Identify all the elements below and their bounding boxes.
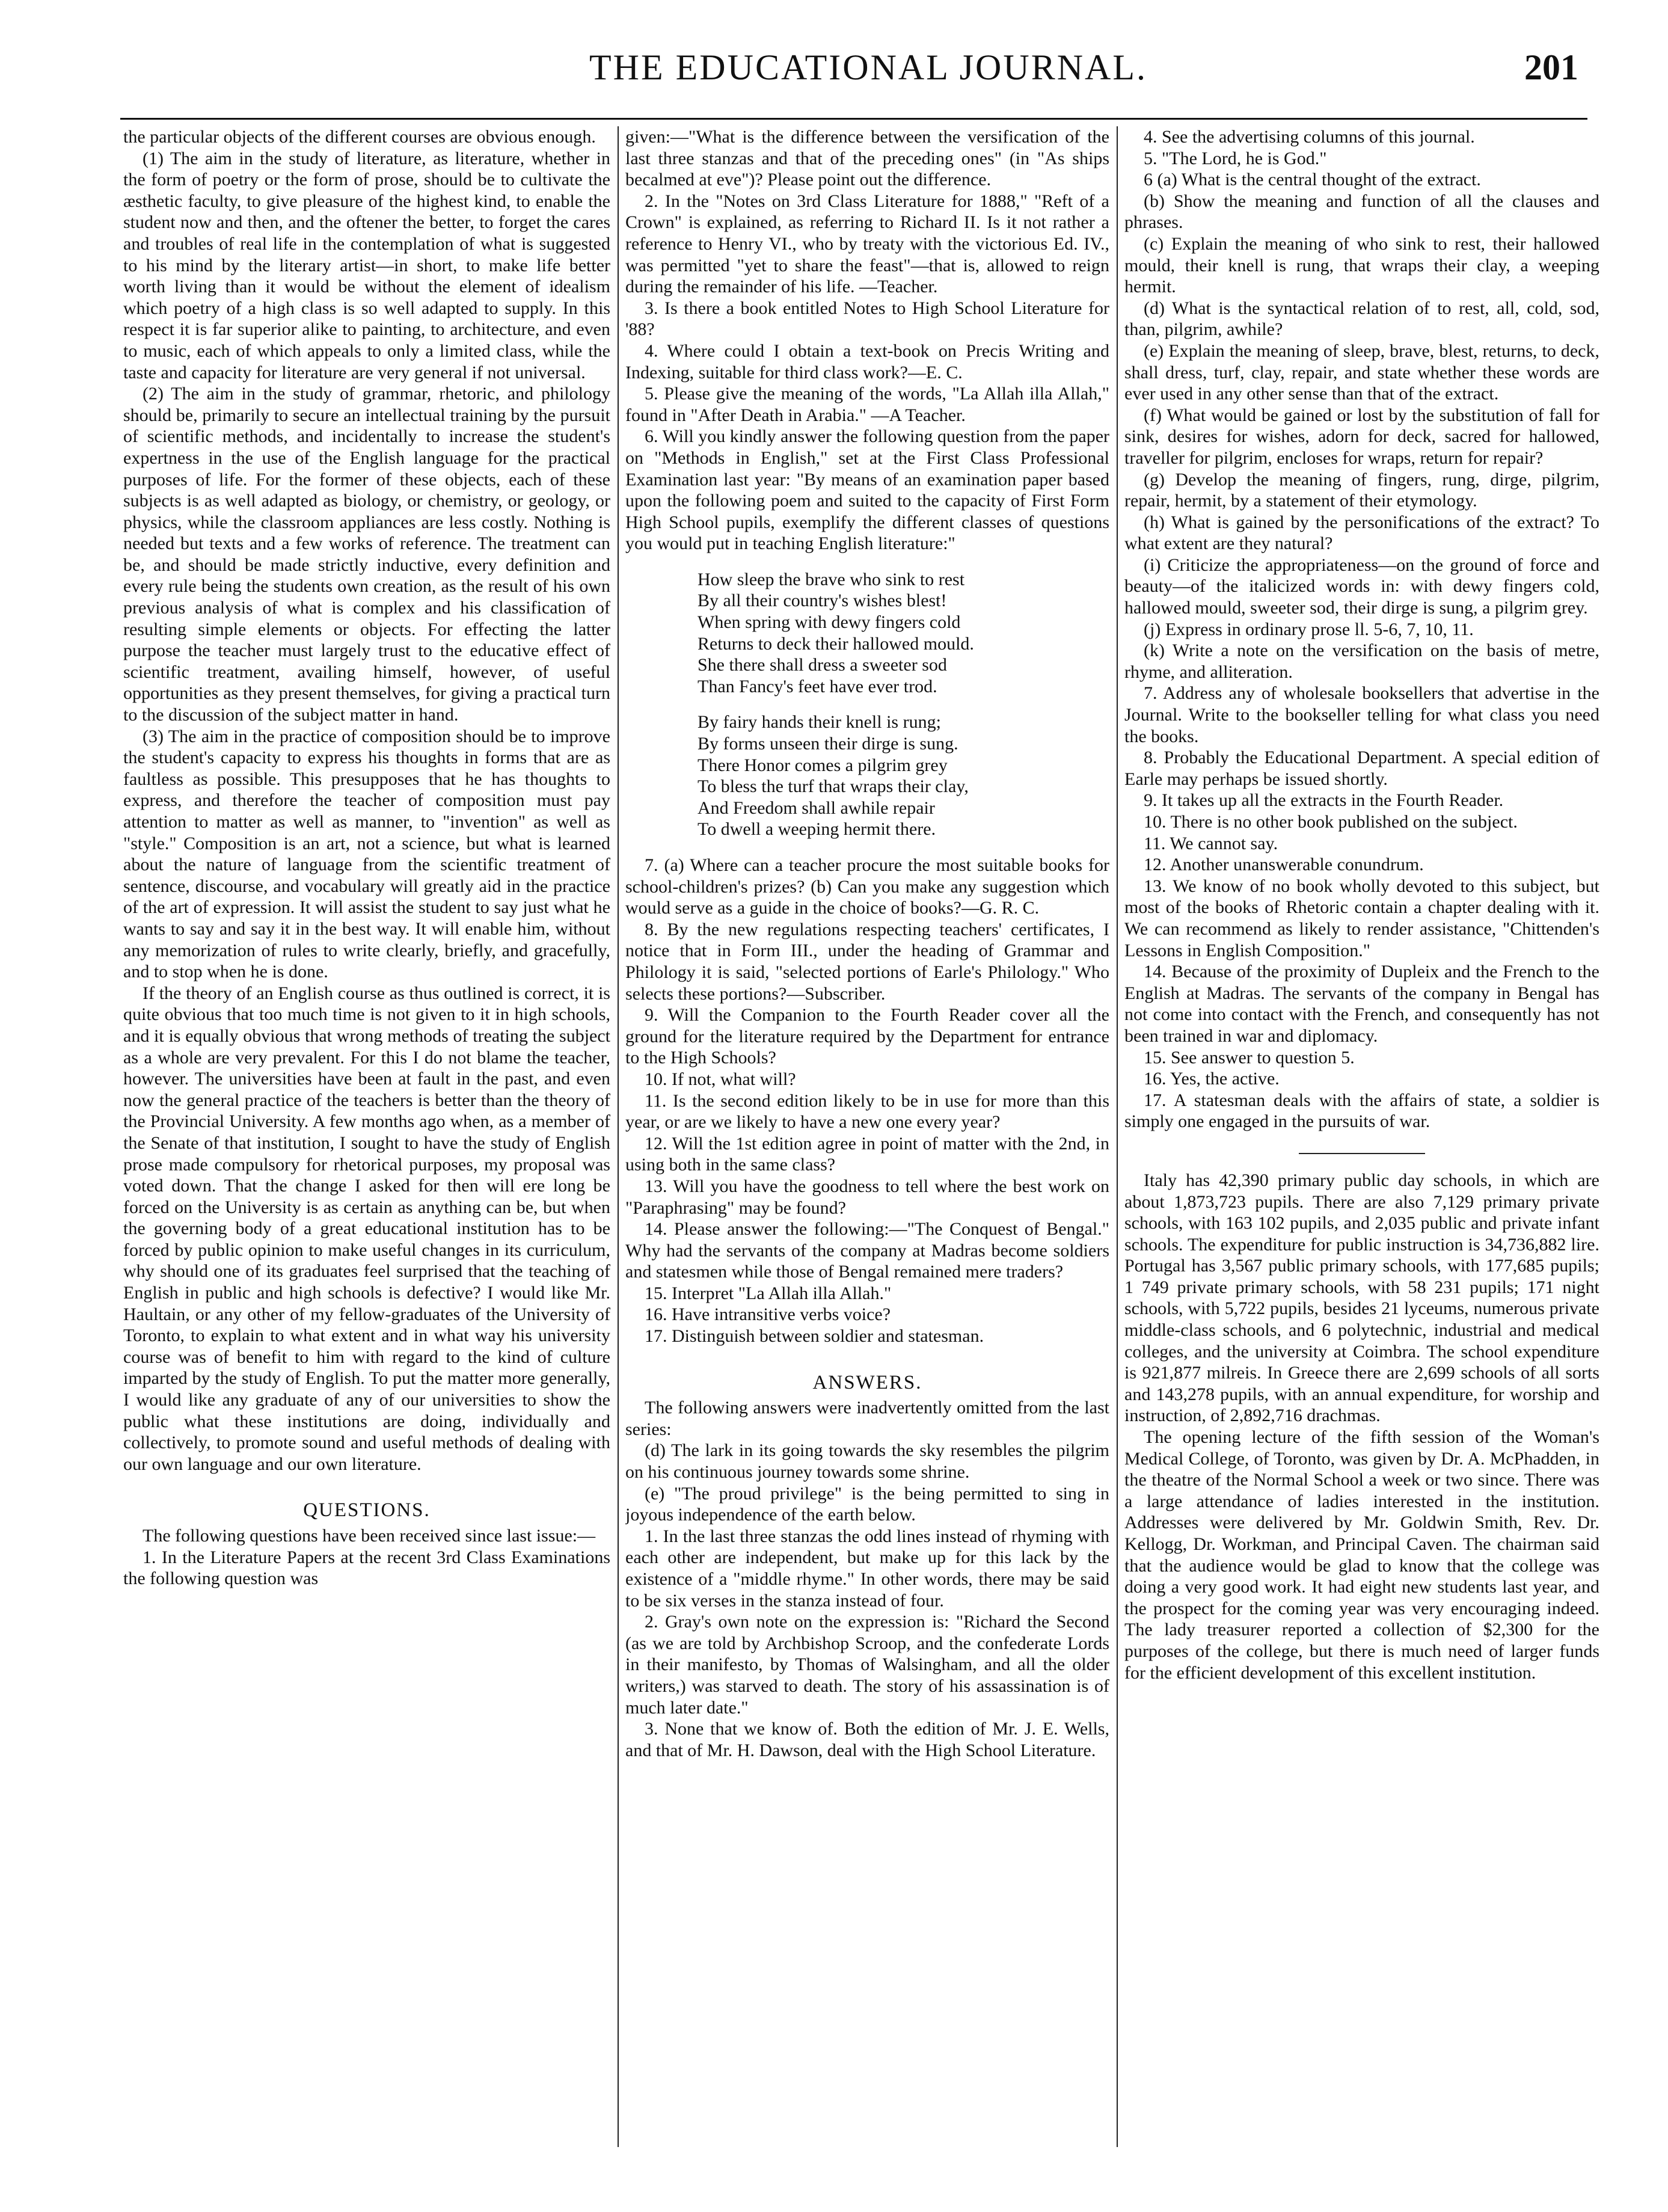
- answer-item: 12. Another unanswerable conundrum.: [1144, 855, 1424, 875]
- news-paragraph: The opening lecture of the fifth session of the Woman's Medical College, of Toronto, was given by Dr. A. McPhadden, in the theatre of the Normal School a week or two since. There was a large attendance of ladies interested in the institution. Addresses were delivered by Mr. Goldwin Smith, Rev. Dr. Kellogg, Dr. Workman, and Principal Caven. The chairman said that the audience would be glad to know that the college was doing a very good work. It had eight new students last year, and the prospect for the coming year was very encouraging indeed. The lady treasurer reported a collection of $2,300 for the purposes of the college, but there is much need of larger funds for the efficient development of this excellent institution.: [1124, 1427, 1599, 1683]
- paragraph: The following questions have been received since last issue:—: [143, 1526, 596, 1546]
- column-middle: [625, 126, 1109, 2195]
- answer-item: (j) Express in ordinary prose ll. 5-6, 7, 10, 11.: [1144, 619, 1474, 639]
- answer-item: 3. None that we know of. Both the edition of Mr. J. E. Wells, and that of Mr. H. Dawson, deal with the High School Literature.: [625, 1719, 1109, 1760]
- question-item: 2. In the "Notes on 3rd Class Literature for 1888," "Reft of a Crown" is explained, as referring to Richard II. Is it not rather a reference to Henry VI., who by treaty with the victorious Ed. IV., was permitted "yet to share the feast"—that is, allowed to reign during the remainder of his life. —Teacher.: [625, 191, 1109, 297]
- answer-item: 13. We know of no book wholly devoted to this subject, but most of the books of Rhetoric contain a chapter dealing with it. We can recommend as likely to render assistance, "Chittenden's Lessons in English Composition.": [1124, 876, 1599, 960]
- answer-item: (e) Explain the meaning of sleep, brave, blest, returns, to deck, shall dress, turf, clay, repair, and state whether these words are ever used in any other sense than that of the extract.: [1124, 340, 1599, 404]
- section-divider: [1299, 1153, 1425, 1154]
- question-item: 6. Will you kindly answer the following question from the paper on "Methods in English," set at the First Class Professional Examination last year: "By means of an examination paper based upon the following poem and suited to the capacity of First Form High School pupils, exemplify the different classes of questions you would put in teaching English literature:": [625, 426, 1109, 554]
- question-item: 15. Interpret "La Allah illa Allah.": [645, 1283, 892, 1303]
- answer-item: (k) Write a note on the versification on the basis of metre, rhyme, and alliteration.: [1124, 641, 1599, 682]
- poem-line: She there shall dress a sweeter sod: [698, 655, 947, 675]
- question-item: 16. Have intransitive verbs voice?: [645, 1304, 891, 1325]
- poem-line: By all their country's wishes blest!: [698, 591, 947, 611]
- poem-line: There Honor comes a pilgrim grey: [698, 755, 948, 775]
- question-item: 1. In the Literature Papers at the recent 3rd Class Examinations the following question was: [123, 1547, 610, 1589]
- answer-item: 7. Address any of wholesale booksellers that advertise in the Journal. Write to the bookseller telling for what class you need the books.: [1124, 683, 1599, 746]
- answer-item: 10. There is no other book published on the subject.: [1144, 812, 1518, 832]
- paragraph: (3) The aim in the practice of composition should be to improve the student's capacity to express his thoughts in forms that are as faultless as possible. This presupposes that he has thoughts to express, and therefore the teacher of composition must pay attention to matter as well as manner, to "invention" as well as "style." Composition is an art, not a science, but what is learned about the nature of language from the scientific treatment of sentence, discourse, and vocabulary will greatly aid in the practice of the art of expression. It will assist the student to say just what he wants to say and say it in the best way. It will enable him, without any memorization of rules to write clearly, briefly, and gracefully, and to stop when he is done.: [123, 726, 610, 982]
- answer-item: 2. Gray's own note on the expression is: "Richard the Second (as we are told by Archbishop Scroop, and the confederate Lords in their manifesto, by Thomas of Walsingham, and all the older writers,) was starved to death. The story of his assassination is of much later date.": [625, 1612, 1109, 1718]
- answer-item: (i) Criticize the appropriateness—on the ground of force and beauty—of the italicized words in: with dewy fingers cold, hallowed mould, sweeter sod, their dirge is sung, a pilgrim grey.: [1124, 555, 1599, 618]
- answer-item: 17. A statesman deals with the affairs of state, a soldier is simply one engaged in the pursuits of war.: [1124, 1090, 1599, 1132]
- poem-line: To dwell a weeping hermit there.: [698, 819, 936, 840]
- paragraph: (2) The aim in the study of grammar, rhetoric, and philology should be, primarily to secure an intellectual training by the pursuit of scientific methods, and incidentally to increase the student's expertness in the use of the English language for the practical purposes of life. For the former of these objects, each of these subjects is as well adapted as biology, or chemistry, or geology, or physics, while the classroom appliances are less costly. Nothing is needed but texts and a few works of reference. The treatment can be, and should be made strictly inductive, every definition and every rule being the students own creation, as the result of his own previous analysis of what is complex and his classification of resulting simple elements or objects. For effecting the latter purpose the teacher must largely trust to the educative effect of scientific treatment, availing himself, however, of useful opportunities as they present themselves, for giving a practical turn to the discussion of the subject matter in hand.: [123, 384, 610, 725]
- poem-line: By fairy hands their knell is rung;: [698, 712, 941, 733]
- poem-line: By forms unseen their dirge is sung.: [698, 734, 958, 754]
- answer-item: (f) What would be gained or lost by the substitution of fall for sink, desires for wishes, adorn for deck, sacred for hallowed, traveller for pilgrim, encloses for wraps, return for repair?: [1124, 405, 1599, 468]
- poem-line: Than Fancy's feet have ever trod.: [698, 676, 937, 696]
- answer-item: 5. "The Lord, he is God.": [1144, 148, 1327, 168]
- answers-heading: ANSWERS.: [812, 1371, 922, 1393]
- answer-item: (e) "The proud privilege" is the being permitted to sing in joyous independence of the earth below.: [625, 1483, 1109, 1525]
- question-item: 9. Will the Companion to the Fourth Reader cover all the ground for the literature required by the Department for entrance to the High Schools?: [625, 1005, 1109, 1068]
- answer-item: 11. We cannot say.: [1144, 833, 1278, 853]
- column-right: [1124, 126, 1599, 2195]
- answer-item: 15. See answer to question 5.: [1144, 1047, 1355, 1068]
- column-divider: [1117, 126, 1118, 2147]
- answer-item: (h) What is gained by the personifications of the extract? To what extent are they natural?: [1124, 512, 1599, 554]
- answer-item: 6 (a) What is the central thought of the extract.: [1144, 170, 1481, 190]
- poem-stanza: [698, 569, 1109, 698]
- question-item: 14. Please answer the following:—"The Conquest of Bengal." Why had the servants of the company at Madras become soldiers and statesmen while those of Bengal remained mere traders?: [625, 1219, 1109, 1282]
- answer-item: The following answers were inadvertently omitted from the last series:: [625, 1398, 1109, 1439]
- poem-line: How sleep the brave who sink to rest: [698, 569, 965, 589]
- questions-heading: QUESTIONS.: [303, 1499, 431, 1522]
- column-left: [123, 126, 610, 2195]
- answer-item: 8. Probably the Educational Department. A special edition of Earle may perhaps be issued shortly.: [1124, 748, 1599, 789]
- question-item: 7. (a) Where can a teacher procure the most suitable books for school-children's prizes? (b) Can you make any suggestion which would serve as a guide in the choice of books?—G. R. C.: [625, 855, 1109, 918]
- question-item: given:—"What is the difference between the versification of the last three stanzas and that of the preceding ones" (in "As ships becalmed at eve")? Please point out the difference.: [625, 127, 1109, 190]
- poem-line: When spring with dewy fingers cold: [698, 612, 961, 633]
- question-item: 8. By the new regulations respecting teachers' certificates, I notice that in Form III., under the heading of Grammar and Philology it is said, "selected portions of Earle's Philology." Who selects these portions?—Subscriber.: [625, 919, 1109, 1004]
- answer-item: (g) Develop the meaning of fingers, rung, dirge, pilgrim, repair, hermit, by a statement of their etymology.: [1124, 469, 1599, 511]
- paragraph: If the theory of an English course as thus outlined is correct, it is quite obvious that too much time is not given to it in high schools, and it is equally obvious that wrong methods of treating the subject as a whole are very prevalent. For this I do not blame the teacher, however. The universities have been at fault in the past, and even now the general practice of the teachers is better than the theory of the Provincial University. A few months ago when, as a member of the Senate of that institution, I sought to have the study of English prose made compulsory for rhetorical purposes, my proposal was voted down. That the change I asked for then will ere long be forced on the University is as certain as anything can be, but when the governing body of a great educational institution has to be forced by public opinion to make useful changes in its curriculum, why should one of its graduates feel surprised that the teaching of English in public and high schools is defective? I would like Mr. Haultain, or any other of my fellow-graduates of the University of Toronto, to explain to what extent and in what way his university course was of benefit to him with regard to the kind of culture imparted by the study of English. To put the matter more generally, I would like any graduate of any of our universities to show the public what these institutions are doing, individually and collectively, to promote sound and useful methods of dealing with our own language and our own literature.: [123, 983, 610, 1474]
- question-item: 13. Will you have the goodness to tell where the best work on "Paraphrasing" may be found?: [625, 1176, 1109, 1218]
- question-item: 12. Will the 1st edition agree in point of matter with the 2nd, in using both in the same class?: [625, 1133, 1109, 1175]
- question-item: 11. Is the second edition likely to be in use for more than this year, or are we likely to have a new one every year?: [625, 1090, 1109, 1132]
- poem-line: To bless the turf that wraps their clay,: [698, 776, 969, 797]
- header-rule: [120, 118, 1587, 120]
- answer-item: 14. Because of the proximity of Dupleix and the French to the English at Madras. The servants of the company in Bengal has not come into contact with the French, and consequently has not been trained in war and diplomacy.: [1124, 962, 1599, 1046]
- question-item: 10. If not, what will?: [645, 1069, 796, 1089]
- answer-item: (d) The lark in its going towards the sky resembles the pilgrim on his continuous journey towards some shrine.: [625, 1440, 1109, 1482]
- question-item: 3. Is there a book entitled Notes to High School Literature for '88?: [625, 298, 1109, 340]
- poem-line: And Freedom shall awhile repair: [698, 797, 935, 818]
- answer-item: 1. In the last three stanzas the odd lines instead of rhyming with each other are independent, but make up for this lack by the existence of a "middle rhyme." In other words, there may be said to be six verses in the stanza instead of four.: [625, 1526, 1109, 1611]
- page-number: 201: [1524, 48, 1578, 87]
- poem-stanza: [698, 711, 1109, 840]
- poem: [625, 569, 1109, 840]
- paragraph: the particular objects of the different courses are obvious enough.: [123, 127, 596, 147]
- answer-item: (c) Explain the meaning of who sink to rest, their hallowed mould, their knell is rung, that wraps their clay, a weeping hermit.: [1124, 233, 1599, 297]
- paragraph: (1) The aim in the study of literature, as literature, whether in the form of poetry or the form of prose, should be to cultivate the æsthetic faculty, to give pleasure of the highest kind, to enable the student now and then, and the oftener the better, to forget the cares and troubles of real life in the contemplation of what is suggested to his mind by the literary artist—in short, to make life better worth living than it would be without the element of idealism which poetry of a high class is so well adapted to supply. In this respect it is far superior alike to painting, to architecture, and even to music, each of which appeals to only a limited class, while the taste and capacity for literature are very general if not universal.: [123, 148, 610, 382]
- journal-title: THE EDUCATIONAL JOURNAL.: [589, 48, 1148, 87]
- question-item: 4. Where could I obtain a text-book on Precis Writing and Indexing, suitable for third class work?—E. C.: [625, 340, 1109, 382]
- answer-item: 9. It takes up all the extracts in the Fourth Reader.: [1144, 790, 1504, 811]
- question-item: 17. Distinguish between soldier and statesman.: [645, 1326, 984, 1347]
- poem-line: Returns to deck their hallowed mould.: [698, 633, 974, 654]
- answer-item: 16. Yes, the active.: [1144, 1069, 1280, 1089]
- answer-item: 4. See the advertising columns of this journal.: [1144, 127, 1475, 147]
- answer-item: (b) Show the meaning and function of all the clauses and phrases.: [1124, 191, 1599, 233]
- answer-item: (d) What is the syntactical relation of to rest, all, cold, sod, than, pilgrim, awhile?: [1124, 298, 1599, 340]
- question-item: 5. Please give the meaning of the words, "La Allah illa Allah," found in "After Death in Arabia." —A Teacher.: [625, 384, 1109, 425]
- news-paragraph: Italy has 42,390 primary public day schools, in which are about 1,873,723 pupils. There are also 7,129 primary private schools, with 163 102 pupils, and 2,035 public and private infant schools. The expenditure for public instruction is 34,736,882 lire. Portugal has 3,567 public primary schools, with 177,685 pupils; 1 749 private primary schools, with 58 231 pupils; 171 night schools, with 5,722 pupils, besides 21 lyceums, numerous private middle-class schools, and 6 polytechnic, industrial and medical colleges, and the university at Coimbra. The school expenditure is 921,877 milreis. In Greece there are 2,699 schools of all sorts and 143,278 pupils, with an annual expenditure, for worship and instruction, of 2,892,716 drachmas.: [1124, 1170, 1599, 1426]
- column-divider: [618, 126, 619, 2147]
- page-header: [120, 47, 1611, 125]
